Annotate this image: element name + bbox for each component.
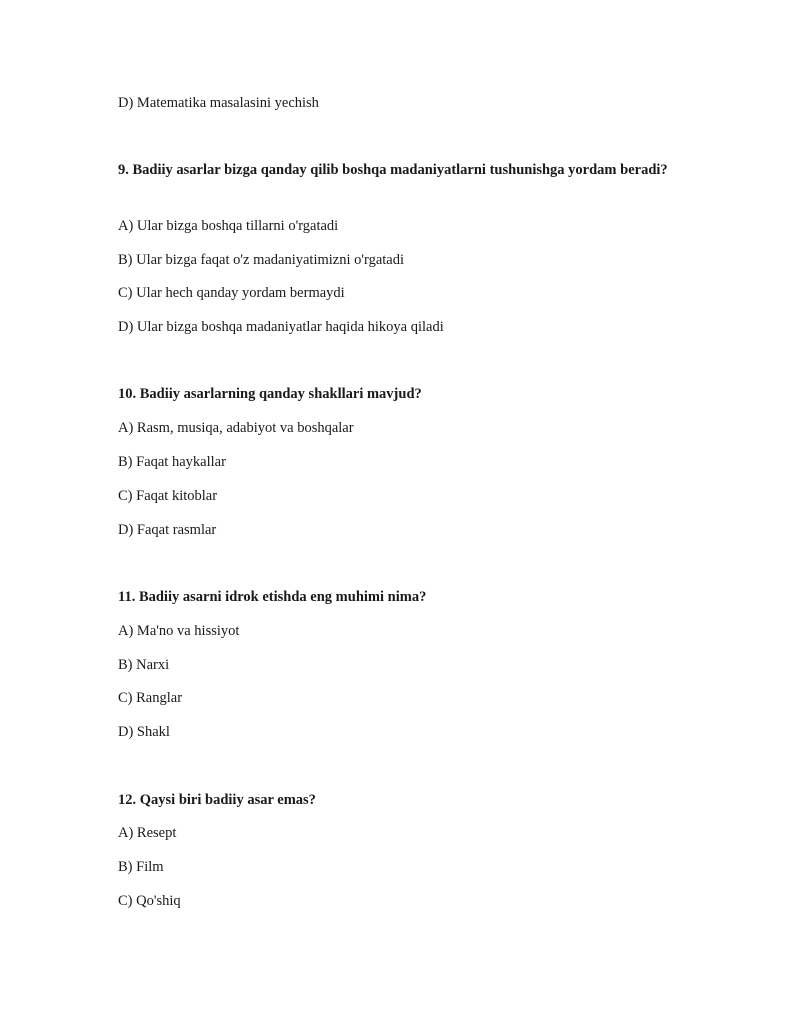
question-text: 12. Qaysi biri badiiy asar emas?: [118, 792, 316, 808]
question-text: 11. Badiiy asarni idrok etishda eng muhimi nima?: [118, 589, 427, 605]
answer-option: A) Ular bizga boshqa tillarni o'rgatadi: [118, 218, 339, 234]
question-text: 9. Badiiy asarlar bizga qanday qilib boshqa madaniyatlarni tushunishga yordam beradi?: [118, 162, 668, 178]
answer-option: B) Film: [118, 859, 164, 875]
answer-option: A) Rasm, musiqa, adabiyot va boshqalar: [118, 420, 354, 436]
answer-option: C) Faqat kitoblar: [118, 488, 218, 504]
answer-option: C) Qo'shiq: [118, 893, 181, 909]
answer-option: A) Ma'no va hissiyot: [118, 623, 240, 639]
question-text: 10. Badiiy asarlarning qanday shakllari mavjud?: [118, 386, 422, 402]
answer-option: A) Resept: [118, 825, 177, 841]
answer-option: D) Ular bizga boshqa madaniyatlar haqida hikoya qiladi: [118, 319, 444, 335]
answer-option: D) Matematika masalasini yechish: [118, 95, 319, 111]
answer-option: D) Faqat rasmlar: [118, 522, 217, 538]
answer-option: D) Shakl: [118, 724, 170, 740]
answer-option: C) Ranglar: [118, 690, 183, 706]
answer-option: B) Narxi: [118, 657, 170, 673]
answer-option: B) Faqat haykallar: [118, 454, 226, 470]
answer-option: C) Ular hech qanday yordam bermaydi: [118, 285, 345, 301]
answer-option: B) Ular bizga faqat o'z madaniyatimizni o'rgatadi: [118, 252, 404, 268]
